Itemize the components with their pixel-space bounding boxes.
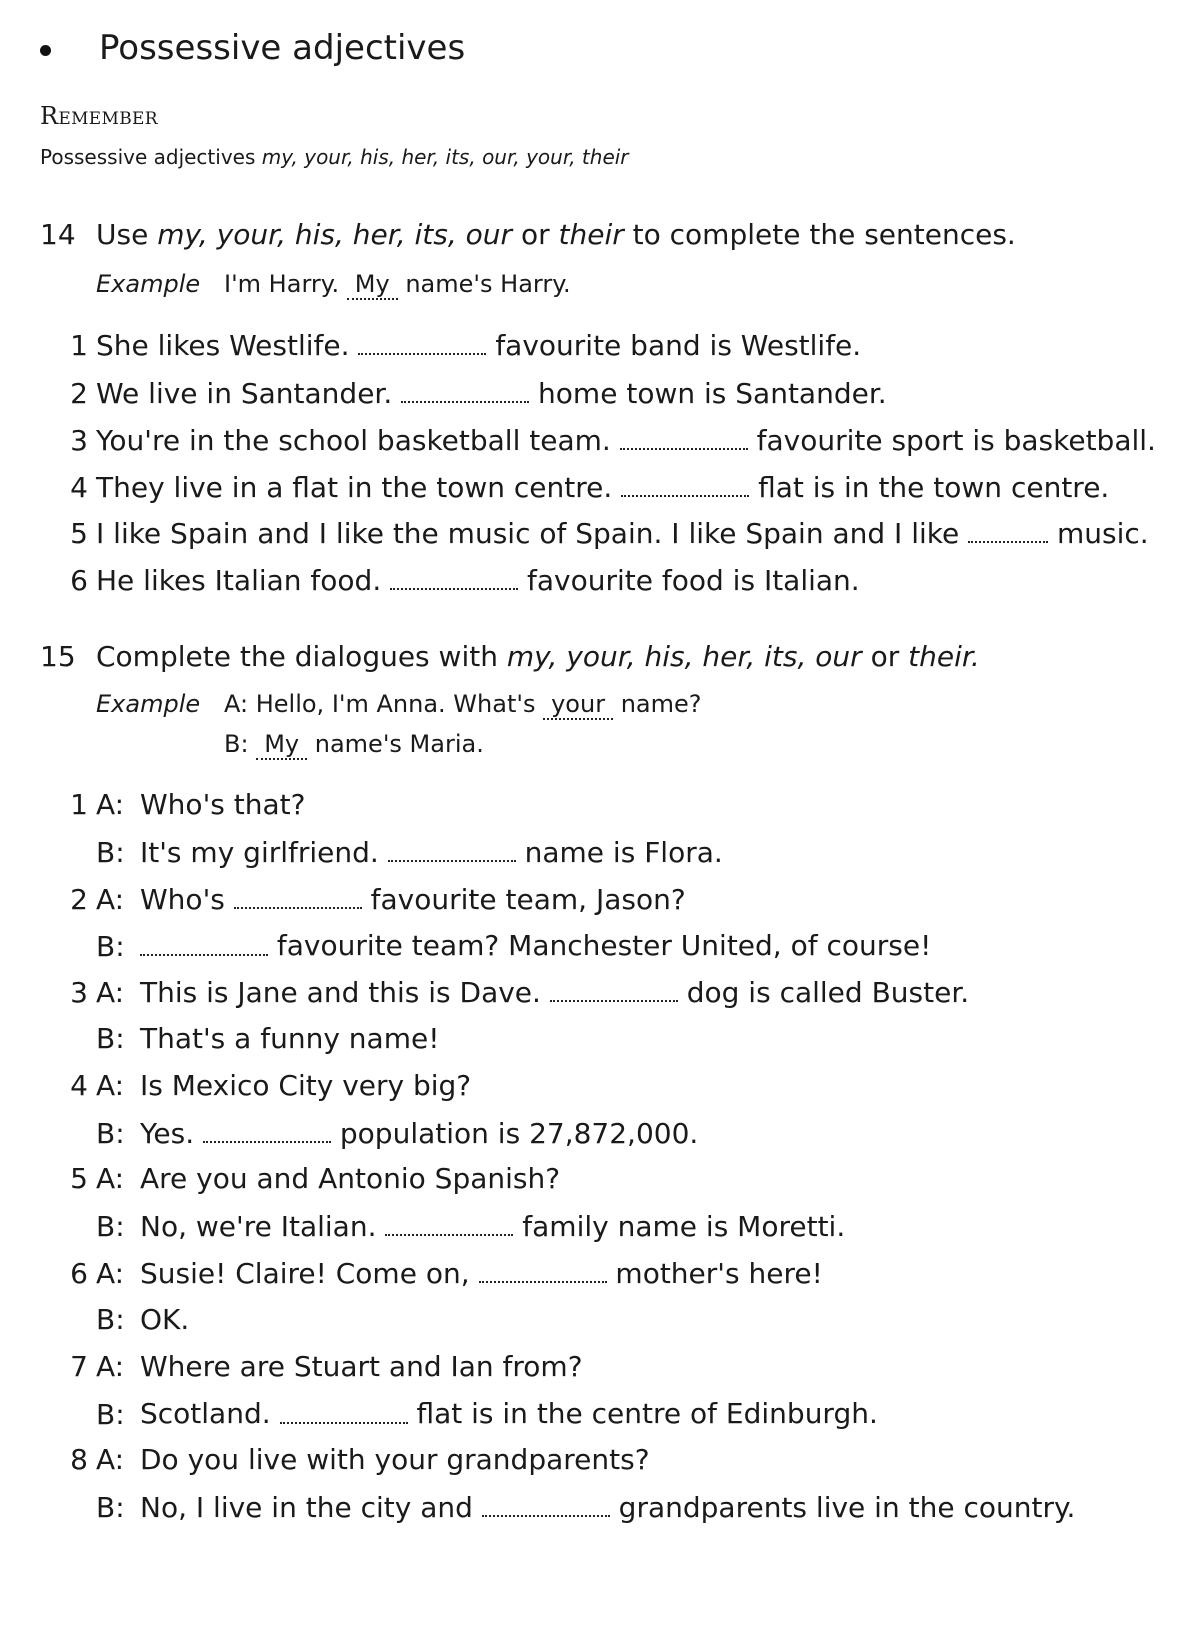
item-number xyxy=(40,471,96,504)
speaker-a: A: xyxy=(96,1068,125,1102)
dialogue-line-b xyxy=(96,1303,189,1336)
answer-blank[interactable] xyxy=(479,1256,607,1283)
line-end: favourite team? Manchester United, of course! xyxy=(268,929,932,963)
answer-blank[interactable] xyxy=(385,1209,513,1236)
line-start: Susie! Claire! Come on, xyxy=(140,1257,479,1291)
speaker-b: B: xyxy=(96,1116,125,1150)
item-number-text: 1 xyxy=(70,788,88,821)
exercise-number: 14 xyxy=(40,218,76,251)
sentence-start: I like Spain and I like the music of Spain. I like Spain and I like xyxy=(96,517,969,551)
example-label: Example xyxy=(96,690,201,718)
instruction-text: Use my, your, his, her, its, our or their to complete the sentences. xyxy=(96,218,1016,251)
section-title: Possessive adjectives xyxy=(99,28,466,68)
item-number-text: 2 xyxy=(70,377,88,411)
sentence-item xyxy=(40,470,1109,504)
exercise-15-example-a: Example A: Hello, I'm Anna. What's your name? xyxy=(96,690,702,718)
item-number xyxy=(40,517,96,550)
line-end: flat is in the centre of Edinburgh. xyxy=(407,1397,878,1431)
line-end: dog is called Buster. xyxy=(677,976,970,1010)
dialogue-line-a xyxy=(40,1350,583,1383)
bullet-icon xyxy=(40,45,51,56)
exercise-14-example: Example I'm Harry. My name's Harry. xyxy=(96,270,571,298)
item-number xyxy=(40,424,96,457)
speaker-b: B: xyxy=(96,1491,125,1525)
line-end: population is 27,872,000. xyxy=(331,1116,699,1150)
line-end: favourite team, Jason? xyxy=(361,882,686,916)
section-heading xyxy=(40,28,465,68)
sentence-end: favourite food is Italian. xyxy=(518,564,860,598)
speaker-b: B: xyxy=(96,1210,125,1244)
line-start: Do you live with your grandparents? xyxy=(140,1443,650,1477)
exercise-15-example-b: B: My name's Maria. xyxy=(224,730,484,758)
line-start: No, we're Italian. xyxy=(140,1210,386,1244)
item-number-text: 5 xyxy=(70,1162,88,1196)
speaker-b: B: xyxy=(96,1302,125,1336)
answer-blank[interactable] xyxy=(620,423,748,450)
item-number-text: 3 xyxy=(70,424,88,458)
item-number xyxy=(40,1257,96,1290)
sentence-start: We live in Santander. xyxy=(96,377,402,411)
dialogue-line-a xyxy=(40,1256,823,1290)
dialogue-line-b xyxy=(96,1116,698,1150)
speaker-a: A: xyxy=(96,882,125,916)
answer-blank[interactable] xyxy=(388,835,516,862)
sentence-start: He likes Italian food. xyxy=(96,564,391,598)
answer-blank[interactable] xyxy=(390,563,518,590)
item-number xyxy=(40,1069,96,1102)
item-number xyxy=(40,1350,96,1383)
sentence-item xyxy=(40,376,887,410)
speaker-a: A: xyxy=(96,1162,125,1196)
example-label: Example xyxy=(96,270,201,298)
answer-blank[interactable] xyxy=(358,328,486,355)
speaker-a: A: xyxy=(96,1443,125,1477)
answer-blank[interactable] xyxy=(203,1116,331,1143)
dialogue-line-b xyxy=(96,835,723,869)
exercise-15-title xyxy=(40,640,980,673)
answer-blank[interactable] xyxy=(140,928,268,955)
line-start: This is Jane and this is Dave. xyxy=(140,976,550,1010)
answer-blank[interactable] xyxy=(968,516,1048,543)
remember-note xyxy=(40,145,629,169)
dialogue-line-a xyxy=(40,882,686,916)
remember-prefix: Possessive adjectives xyxy=(40,145,256,169)
line-start: Who's that? xyxy=(140,788,306,821)
sentence-start: She likes Westlife. xyxy=(96,329,359,363)
line-start: Who's xyxy=(140,882,234,916)
item-number xyxy=(40,1162,96,1195)
item-number-text: 2 xyxy=(70,882,88,916)
speaker-b: B: xyxy=(96,929,125,963)
item-number-text: 4 xyxy=(70,471,88,505)
dialogue-line-a xyxy=(40,1162,560,1195)
sentence-start: They live in a flat in the town centre. xyxy=(96,471,622,505)
answer-blank[interactable] xyxy=(280,1396,408,1423)
item-number-text: 1 xyxy=(70,329,88,363)
line-start: It's my girlfriend. xyxy=(140,835,388,869)
item-number xyxy=(40,976,96,1009)
sentence-item xyxy=(40,328,861,362)
item-number xyxy=(40,788,96,821)
sentence-item xyxy=(40,423,1156,457)
example-answer: My xyxy=(347,270,398,300)
item-number xyxy=(40,1443,96,1476)
line-start: Are you and Antonio Spanish? xyxy=(140,1162,561,1196)
answer-blank[interactable] xyxy=(550,975,678,1002)
item-number xyxy=(40,564,96,597)
sentence-end: flat is in the town centre. xyxy=(749,471,1110,505)
remember-list: my, your, his, her, its, our, your, their xyxy=(261,145,629,169)
example-answer: My xyxy=(256,730,307,760)
sentence-end: home town is Santander. xyxy=(529,377,887,411)
line-start: Where are Stuart and Ian from? xyxy=(140,1349,583,1383)
line-end: mother's here! xyxy=(606,1257,823,1291)
answer-blank[interactable] xyxy=(621,470,749,497)
answer-blank[interactable] xyxy=(401,376,529,403)
line-start: Yes. xyxy=(140,1116,203,1150)
dialogue-line-a xyxy=(40,975,969,1009)
speaker-a: A: xyxy=(96,976,125,1010)
sentence-end: favourite band is Westlife. xyxy=(486,329,862,363)
dialogue-line-b xyxy=(96,1022,439,1055)
item-number-text: 8 xyxy=(70,1443,88,1477)
item-number-text: 4 xyxy=(70,1068,88,1102)
dialogue-line-a xyxy=(40,788,305,821)
speaker-b: B: xyxy=(96,835,125,869)
dialogue-line-a xyxy=(40,1443,650,1476)
item-number-text: 3 xyxy=(70,976,88,1010)
item-number xyxy=(40,329,96,362)
line-end: grandparents live in the country. xyxy=(609,1491,1076,1525)
sentence-end: music. xyxy=(1048,517,1149,551)
line-start: Scotland. xyxy=(140,1397,280,1431)
speaker-a: A: xyxy=(96,1257,125,1291)
example-answer: your xyxy=(543,690,613,720)
speaker-a: A: xyxy=(96,1349,125,1383)
dialogue-line-a xyxy=(40,1069,471,1102)
sentence-item xyxy=(40,516,1149,550)
line-start: Is Mexico City very big? xyxy=(140,1068,472,1102)
speaker-b: B: xyxy=(96,1397,125,1431)
line-start: That's a funny name! xyxy=(140,1022,440,1055)
sentence-start: You're in the school basketball team. xyxy=(96,424,620,458)
dialogue-line-b xyxy=(96,1490,1075,1524)
answer-blank[interactable] xyxy=(482,1490,610,1517)
line-start: OK. xyxy=(140,1302,190,1336)
item-number-text: 7 xyxy=(70,1349,88,1383)
sentence-end: favourite sport is basketball. xyxy=(747,424,1156,458)
speaker-b: B: xyxy=(96,1022,125,1055)
item-number-text: 6 xyxy=(70,1257,88,1291)
dialogue-line-b xyxy=(96,1209,845,1243)
speaker-a: A: xyxy=(96,788,125,821)
dialogue-line-b xyxy=(96,928,931,962)
sentence-item xyxy=(40,563,860,597)
item-number-text: 6 xyxy=(70,564,88,598)
instruction-text: Complete the dialogues with my, your, his, her, its, our or their. xyxy=(96,640,980,673)
item-number xyxy=(40,377,96,410)
exercise-14-title xyxy=(40,218,1016,251)
item-number xyxy=(40,883,96,916)
line-start: No, I live in the city and xyxy=(140,1491,482,1525)
item-number-text: 5 xyxy=(70,517,88,551)
line-end: family name is Moretti. xyxy=(513,1210,846,1244)
dialogue-line-b xyxy=(96,1396,878,1430)
answer-blank[interactable] xyxy=(234,882,362,909)
exercise-number: 15 xyxy=(40,640,76,673)
line-end: name is Flora. xyxy=(515,835,723,869)
remember-label: Remember xyxy=(40,102,158,130)
